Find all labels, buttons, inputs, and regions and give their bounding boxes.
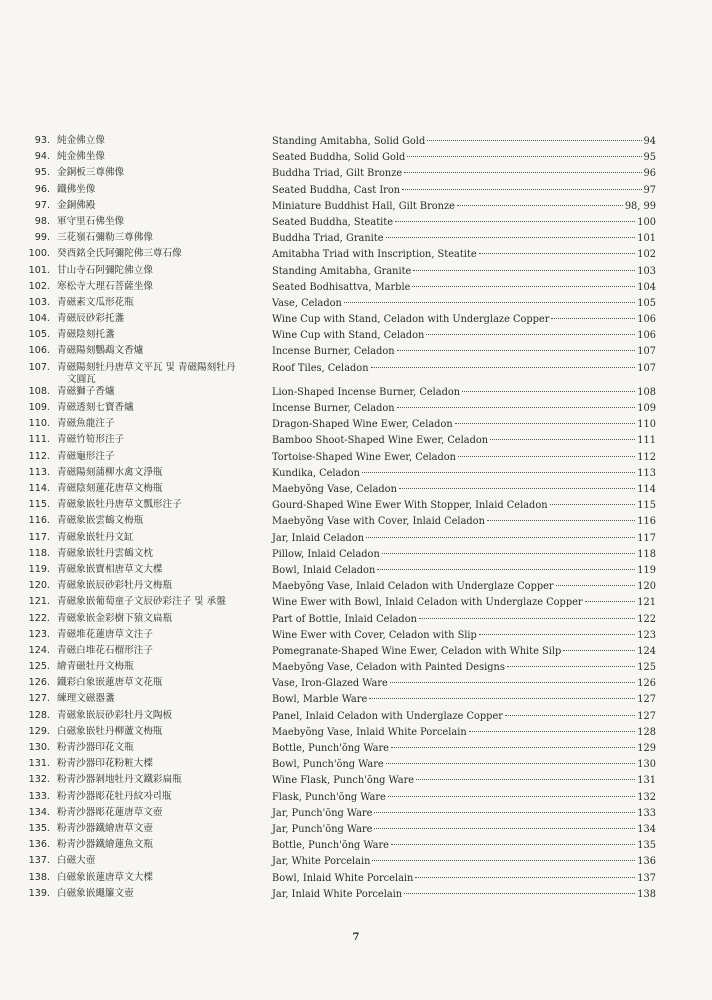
dot-leader	[585, 591, 636, 602]
page-reference: 130	[637, 759, 656, 771]
dot-leader	[386, 227, 636, 238]
dot-leader	[490, 429, 635, 440]
english-title: Bowl, Inlaid White Porcelain	[272, 872, 414, 884]
plate-number: 133.	[28, 790, 50, 802]
plate-number: 104.	[28, 313, 50, 325]
page-reference: 107	[637, 362, 656, 374]
plate-number: 132.	[28, 774, 50, 786]
page-reference: 101	[637, 233, 656, 245]
english-title: Part of Bottle, Inlaid Celadon	[272, 613, 417, 625]
korean-title: 青磁陽刻牡丹唐草文平瓦 및 青磁陽刻牡丹	[57, 361, 236, 373]
english-title: Roof Tiles, Celadon	[272, 362, 369, 374]
korean-title: 甘山寺石阿彌陀佛立像	[57, 264, 153, 276]
dot-leader	[390, 672, 635, 683]
dot-leader	[374, 802, 635, 813]
page-reference: 111	[637, 435, 656, 447]
plate-number: 99.	[34, 232, 50, 244]
korean-title: 白磁大壺	[57, 855, 96, 867]
plate-number: 101.	[28, 264, 50, 276]
dot-leader	[382, 543, 636, 554]
dot-leader	[551, 308, 635, 319]
page-reference: 113	[637, 467, 656, 479]
page-reference: 104	[637, 281, 656, 293]
english-title: Bamboo Shoot-Shaped Wine Ewer, Celadon	[272, 435, 489, 447]
english-title: Maebyŏng Vase with Cover, Inlaid Celadon	[272, 516, 485, 528]
page-reference: 103	[637, 265, 656, 277]
page-reference: 106	[637, 330, 656, 342]
page-reference: 126	[637, 678, 656, 690]
korean-title: 癸酉銘全氏阿彌陀佛三尊石像	[57, 248, 182, 260]
english-title: Vase, Iron-Glazed Ware	[272, 678, 388, 690]
plate-number: 105.	[28, 329, 50, 341]
korean-title: 寒松寺大理石菩薩坐像	[57, 280, 153, 292]
korean-title: 青磁象嵌辰砂彩牡丹文陶板	[57, 709, 173, 721]
english-title: Wine Cup with Stand, Celadon with Underglaze Copper	[272, 314, 550, 326]
dot-leader	[419, 608, 635, 619]
dot-leader	[413, 260, 635, 271]
plate-number: 139.	[28, 887, 50, 899]
plate-number: 115.	[28, 499, 50, 511]
english-title: Maebyŏng Vase, Celadon with Painted Designs	[272, 662, 505, 674]
page-reference: 122	[637, 613, 656, 625]
dot-leader	[388, 786, 635, 797]
korean-title: 純金佛立像	[57, 135, 105, 146]
korean-title: 青磁龜形注子	[57, 450, 115, 462]
dot-leader	[415, 867, 635, 878]
dot-leader	[404, 883, 635, 894]
korean-title: 軍守里石佛坐像	[57, 215, 125, 227]
page-reference: 127	[637, 694, 656, 706]
english-title: Bottle, Punch'ŏng Ware	[272, 743, 389, 755]
plate-number: 136.	[28, 839, 50, 851]
plate-number: 127.	[28, 693, 50, 705]
korean-title: 繪青磁牡丹文梅瓶	[57, 661, 134, 673]
plate-number: 109.	[28, 402, 50, 414]
english-title: Wine Flask, Punch'ŏng Ware	[272, 775, 415, 787]
korean-title: 白磁象嵌牡丹柳蘆文梅瓶	[57, 725, 163, 737]
korean-title: 青磁陽刻鸚鵡文香爐	[57, 345, 144, 357]
english-title: Jar, White Porcelain	[272, 856, 371, 868]
page-reference: 136	[637, 856, 656, 868]
korean-title: 青磁象嵌牡丹雲鶴文枕	[57, 547, 153, 559]
plate-number: 119.	[28, 563, 50, 575]
dot-leader	[402, 179, 641, 190]
plate-number: 118.	[28, 547, 50, 559]
plate-number: 123.	[28, 628, 50, 640]
page-reference: 137	[637, 872, 656, 884]
korean-title: 青磁白堆花石榴形注子	[57, 644, 153, 656]
plate-number: 102.	[28, 280, 50, 292]
dot-leader	[427, 130, 641, 141]
english-title: Pillow, Inlaid Celadon	[272, 548, 380, 560]
plate-number: 135.	[28, 822, 50, 834]
dot-leader	[371, 357, 636, 368]
plate-number: 112.	[28, 450, 50, 462]
dot-leader	[374, 818, 635, 829]
plate-number: 95.	[34, 167, 50, 179]
page-reference: 128	[637, 726, 656, 738]
page-reference: 116	[637, 516, 656, 528]
plate-number: 125.	[28, 661, 50, 673]
page-reference: 121	[637, 597, 656, 609]
page-reference: 97	[643, 184, 656, 196]
dot-leader	[563, 640, 635, 651]
dot-leader	[505, 705, 635, 716]
english-title: Kundika, Celadon	[272, 467, 360, 479]
korean-title: 粉靑沙器剝地牡丹文鐵彩扁瓶	[57, 774, 182, 786]
korean-title: 三花嶺石彌勒三尊佛像	[57, 232, 153, 244]
korean-title: 青磁象嵌牡丹文缸	[57, 531, 134, 543]
page-reference: 120	[637, 581, 656, 593]
english-title: Maebyŏng Vase, Inlaid Celadon with Underglaze Copper	[272, 581, 554, 593]
korean-title: 粉靑沙器印花文瓶	[57, 742, 134, 754]
plate-number: 124.	[28, 644, 50, 656]
page-reference: 132	[637, 791, 656, 803]
korean-title: 粉靑沙器彫花牡丹紋자리瓶	[57, 790, 172, 802]
dot-leader	[366, 527, 635, 538]
english-title: Miniature Buddhist Hall, Gilt Bronze	[272, 200, 455, 212]
english-title: Lion-Shaped Incense Burner, Celadon	[272, 386, 461, 398]
dot-leader	[404, 162, 641, 173]
plate-number: 103.	[28, 296, 50, 308]
plate-number: 107.	[28, 361, 50, 373]
plate-number: 108.	[28, 385, 50, 397]
dot-leader	[395, 211, 635, 222]
page-reference: 124	[637, 645, 656, 657]
list-item	[26, 627, 656, 643]
english-title: Pomegranate-Shaped Wine Ewer, Celadon with White Silp	[272, 645, 562, 657]
english-title: Vase, Celadon	[272, 297, 342, 309]
plate-number: 120.	[28, 580, 50, 592]
page-reference: 115	[637, 500, 656, 512]
korean-title: 青磁透刻七寶香爐	[57, 402, 134, 414]
english-entry	[272, 360, 656, 377]
page-reference: 96	[643, 168, 656, 180]
page-reference: 105	[637, 297, 656, 309]
english-title: Wine Cup with Stand, Celadon	[272, 330, 425, 342]
dot-leader	[362, 462, 635, 473]
page-reference: 123	[637, 629, 656, 641]
korean-title: 金銅佛殿	[57, 199, 96, 211]
page-reference: 108	[637, 386, 656, 398]
page-number: 7	[352, 932, 360, 943]
plate-number: 111.	[28, 434, 50, 446]
dot-leader	[550, 494, 636, 505]
korean-title: 青磁象嵌葡萄童子文辰砂彩注子 및 承盤	[57, 596, 226, 608]
korean-title: 青磁象嵌辰砂彩牡丹文梅瓶	[57, 580, 173, 592]
plate-number: 93.	[34, 135, 50, 146]
dot-leader	[391, 834, 635, 845]
english-title: Seated Buddha, Cast Iron	[272, 184, 401, 196]
english-title: Bottle, Punch'ŏng Ware	[272, 840, 389, 852]
page-reference: 118	[637, 548, 656, 560]
plate-number: 126.	[28, 677, 50, 689]
dot-leader	[391, 737, 635, 748]
english-title: Bowl, Punch'ŏng Ware	[272, 759, 384, 771]
dot-leader	[458, 446, 635, 457]
korean-title: 青磁象嵌寶相唐草文大楪	[57, 563, 163, 575]
dot-leader	[455, 413, 636, 424]
english-title: Buddha Triad, Gilt Bronze	[272, 168, 403, 180]
korean-title: 粉靑沙器印花粉粧大楪	[57, 758, 153, 770]
english-title: Incense Burner, Celadon	[272, 403, 395, 415]
english-title: Seated Buddha, Steatite	[272, 216, 393, 228]
list-item	[26, 886, 656, 902]
plate-number: 131.	[28, 758, 50, 770]
korean-title: 粉靑沙器鐵繪蓮魚文瓶	[57, 839, 153, 851]
plate-number: 134.	[28, 806, 50, 818]
page-reference: 110	[637, 419, 656, 431]
korean-title: 青磁陰刻蓮花唐草文梅瓶	[57, 483, 163, 495]
english-title: Panel, Inlaid Celadon with Underglaze Copper	[272, 710, 503, 722]
dot-leader	[479, 243, 636, 254]
english-title: Amitabha Triad with Inscription, Steatite	[272, 249, 477, 261]
plate-number: 117.	[28, 531, 50, 543]
page-reference: 131	[637, 775, 656, 787]
page-reference: 100	[637, 216, 656, 228]
dot-leader	[397, 397, 636, 408]
english-title: Incense Burner, Celadon	[272, 346, 395, 358]
korean-title: 青磁象嵌牡丹唐草文瓢形注子	[57, 499, 182, 511]
plate-number: 114.	[28, 483, 50, 495]
dot-leader	[399, 478, 635, 489]
korean-title: 青磁魚龍注子	[57, 418, 115, 430]
page-reference: 106	[637, 314, 656, 326]
plate-number: 130.	[28, 742, 50, 754]
dot-leader	[397, 340, 636, 351]
dot-leader	[479, 624, 635, 635]
english-title: Wine Ewer with Cover, Celadon with Slip	[272, 629, 477, 641]
korean-title: 白磁象嵌蓮唐草文大楪	[57, 871, 153, 883]
korean-title: 白磁象嵌繩簾文壺	[57, 887, 134, 899]
korean-title: 青磁辰砂彩托盞	[57, 313, 125, 325]
english-title: Jar, Inlaid White Porcelain	[272, 888, 403, 900]
dot-leader	[507, 656, 635, 667]
korean-title: 青磁陰刻托盞	[57, 329, 115, 341]
english-title: Jar, Punch'ŏng Ware	[272, 807, 373, 819]
page-reference: 135	[637, 840, 656, 852]
page-reference: 95	[643, 152, 656, 164]
plate-number: 97.	[34, 199, 50, 211]
page-reference: 138	[637, 888, 656, 900]
page-reference: 133	[637, 807, 656, 819]
english-title: Maebyŏng Vase, Celadon	[272, 484, 397, 496]
plate-number: 138.	[28, 871, 50, 883]
page-reference: 114	[637, 484, 656, 496]
english-title: Buddha Triad, Granite	[272, 233, 384, 245]
korean-title: 青磁象嵌金彩樹下猿文扁瓶	[57, 612, 173, 624]
plate-number: 129.	[28, 725, 50, 737]
plate-number: 113.	[28, 466, 50, 478]
korean-title: 粉靑沙器彫花蓮唐草文壺	[57, 806, 163, 818]
plate-number: 128.	[28, 709, 50, 721]
plate-list	[26, 133, 656, 902]
dot-leader	[407, 146, 641, 157]
page-reference: 109	[637, 403, 656, 415]
dot-leader	[377, 559, 635, 570]
plate-number: 106.	[28, 345, 50, 357]
plate-number: 100.	[28, 248, 50, 260]
korean-title: 青磁陽刻蒲柳水禽文淨瓶	[57, 466, 163, 478]
dot-leader	[556, 575, 636, 586]
english-title: Jar, Inlaid Celadon	[272, 532, 365, 544]
english-title: Wine Ewer with Bowl, Inlaid Celadon with Underglaze Copper	[272, 597, 583, 609]
plate-number: 137.	[28, 855, 50, 867]
page-reference: 119	[637, 564, 656, 576]
english-title: Dragon-Shaped Wine Ewer, Celadon	[272, 419, 453, 431]
page-reference: 102	[637, 249, 656, 261]
english-title: Seated Buddha, Solid Gold	[272, 152, 406, 164]
dot-leader	[416, 769, 635, 780]
plate-number: 96.	[34, 183, 50, 195]
english-title: Standing Amitabha, Solid Gold	[272, 136, 426, 147]
korean-title: 純金佛坐像	[57, 151, 105, 163]
korean-title: 粉靑沙器鐵繪唐草文壺	[57, 822, 153, 834]
dot-leader	[487, 510, 635, 521]
page-reference: 117	[637, 532, 656, 544]
plate-number: 121.	[28, 596, 50, 608]
english-title: Jar, Punch'ŏng Ware	[272, 823, 373, 835]
page-reference: 94	[643, 136, 656, 147]
page-reference: 127	[637, 710, 656, 722]
page-reference: 125	[637, 662, 656, 674]
korean-title: 青磁素文瓜形花瓶	[57, 296, 134, 308]
plate-number: 116.	[28, 515, 50, 527]
plate-number: 122.	[28, 612, 50, 624]
korean-title: 金銅板三尊佛像	[57, 167, 125, 179]
english-title: Gourd-Shaped Wine Ewer With Stopper, Inlaid Celadon	[272, 500, 548, 512]
plate-number: 110.	[28, 418, 50, 430]
dot-leader	[344, 292, 635, 303]
english-title: Bowl, Inlaid Celadon	[272, 564, 376, 576]
english-title: Flask, Punch'ŏng Ware	[272, 791, 386, 803]
dot-leader	[469, 721, 636, 732]
korean-title: 練理文磁器盞	[57, 693, 115, 705]
korean-title: 青磁竹筍形注子	[57, 434, 125, 446]
dot-leader	[462, 381, 635, 392]
plate-number: 94.	[34, 151, 50, 163]
english-title: Tortoise-Shaped Wine Ewer, Celadon	[272, 451, 456, 463]
english-title: Maebyŏng Vase, Inlaid White Porcelain	[272, 726, 467, 738]
korean-title: 青磁獅子香爐	[57, 385, 115, 397]
korean-title: 鐵彩白象嵌蓮唐草文花瓶	[57, 677, 163, 689]
korean-title: 青磁象嵌雲鶴文梅瓶	[57, 515, 144, 527]
english-title: Bowl, Marble Ware	[272, 694, 368, 706]
english-title: Standing Amitabha, Granite	[272, 265, 412, 277]
list-item	[26, 578, 656, 594]
dot-leader	[457, 195, 623, 206]
korean-title-continuation: 文圓瓦	[67, 373, 96, 385]
dot-leader	[386, 753, 636, 764]
korean-title: 青磁堆花蓮唐草文注子	[57, 628, 153, 640]
page-reference: 107	[637, 346, 656, 358]
dot-leader	[426, 324, 635, 335]
dot-leader	[372, 850, 635, 861]
plate-number: 98.	[34, 215, 50, 227]
korean-title: 鐵佛坐像	[57, 183, 96, 195]
english-entry	[272, 886, 656, 903]
page-reference: 112	[637, 451, 656, 463]
dot-leader	[412, 276, 635, 287]
page-reference: 129	[637, 743, 656, 755]
page-reference: 98, 99	[624, 200, 656, 212]
dot-leader	[369, 688, 635, 699]
english-title: Seated Bodhisattva, Marble	[272, 281, 411, 293]
page-reference: 134	[637, 823, 656, 835]
